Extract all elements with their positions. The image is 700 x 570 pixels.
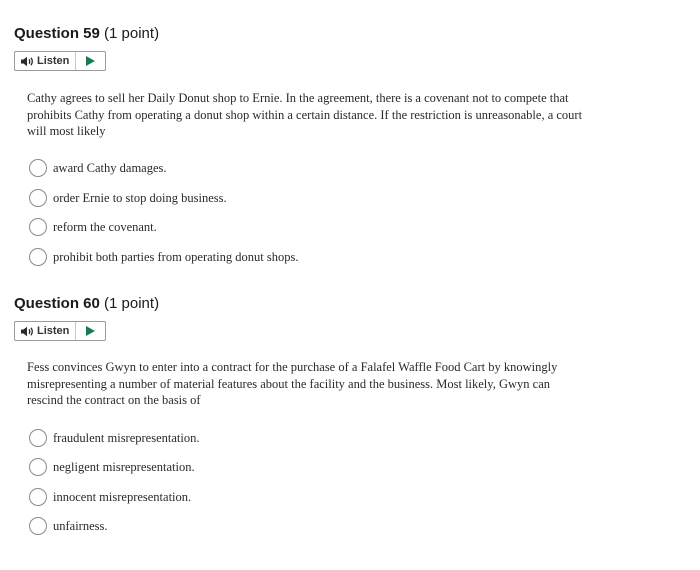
- listen-label: Listen: [37, 325, 70, 337]
- answer-option[interactable]: [29, 427, 199, 449]
- question-points: (1 point): [104, 25, 160, 42]
- listen-button-group: [14, 51, 106, 71]
- play-button[interactable]: [76, 52, 104, 70]
- answer-option-label: award Cathy damages.: [53, 160, 167, 175]
- question-heading: [14, 25, 159, 42]
- question-heading: [14, 295, 159, 312]
- answer-option-label: fraudulent misrepresentation.: [53, 430, 200, 445]
- question-prompt: Cathy agrees to sell her Daily Donut shop to Ernie. In the agreement, there is a covenant not to compete that prohibits Cathy from operating a donut shop within a certain distance. If the restriction is unreasonable, a court will most likely: [27, 91, 583, 139]
- question-points: (1 point): [104, 295, 160, 312]
- listen-button[interactable]: [15, 322, 76, 340]
- answer-option-label: prohibit both parties from operating donut shops.: [53, 249, 299, 264]
- speaker-icon: [20, 326, 34, 337]
- answer-option[interactable]: [29, 187, 227, 209]
- radio-button[interactable]: [29, 458, 47, 476]
- question-number: Question 60: [14, 295, 100, 312]
- listen-label: Listen: [37, 55, 70, 67]
- radio-button[interactable]: [29, 429, 47, 447]
- listen-button-group: [14, 321, 106, 341]
- answer-option[interactable]: [29, 246, 298, 268]
- question-prompt: Fess convinces Gwyn to enter into a contract for the purchase of a Falafel Waffle Food Cart by knowingly misrepresenting a number of material features about the facility and the business. Most likely, Gwyn can rescind the contract on the basis of: [27, 360, 558, 408]
- listen-button[interactable]: [15, 52, 76, 70]
- answer-option[interactable]: [29, 486, 191, 508]
- play-icon: [86, 56, 95, 66]
- answer-option[interactable]: [29, 157, 167, 179]
- answer-option-label: negligent misrepresentation.: [53, 459, 195, 474]
- radio-button[interactable]: [29, 488, 47, 506]
- radio-button[interactable]: [29, 189, 47, 207]
- answer-option[interactable]: [29, 515, 108, 537]
- play-button[interactable]: [76, 322, 104, 340]
- radio-button[interactable]: [29, 218, 47, 236]
- radio-button[interactable]: [29, 159, 47, 177]
- play-icon: [86, 326, 95, 336]
- answer-option-label: order Ernie to stop doing business.: [53, 190, 227, 205]
- radio-button[interactable]: [29, 248, 47, 266]
- answer-option[interactable]: [29, 456, 195, 478]
- answer-option[interactable]: [29, 216, 157, 238]
- answer-option-label: reform the covenant.: [53, 219, 157, 234]
- answer-option-label: unfairness.: [53, 518, 108, 533]
- question-number: Question 59: [14, 25, 100, 42]
- radio-button[interactable]: [29, 517, 47, 535]
- speaker-icon: [20, 56, 34, 67]
- answer-option-label: innocent misrepresentation.: [53, 489, 192, 504]
